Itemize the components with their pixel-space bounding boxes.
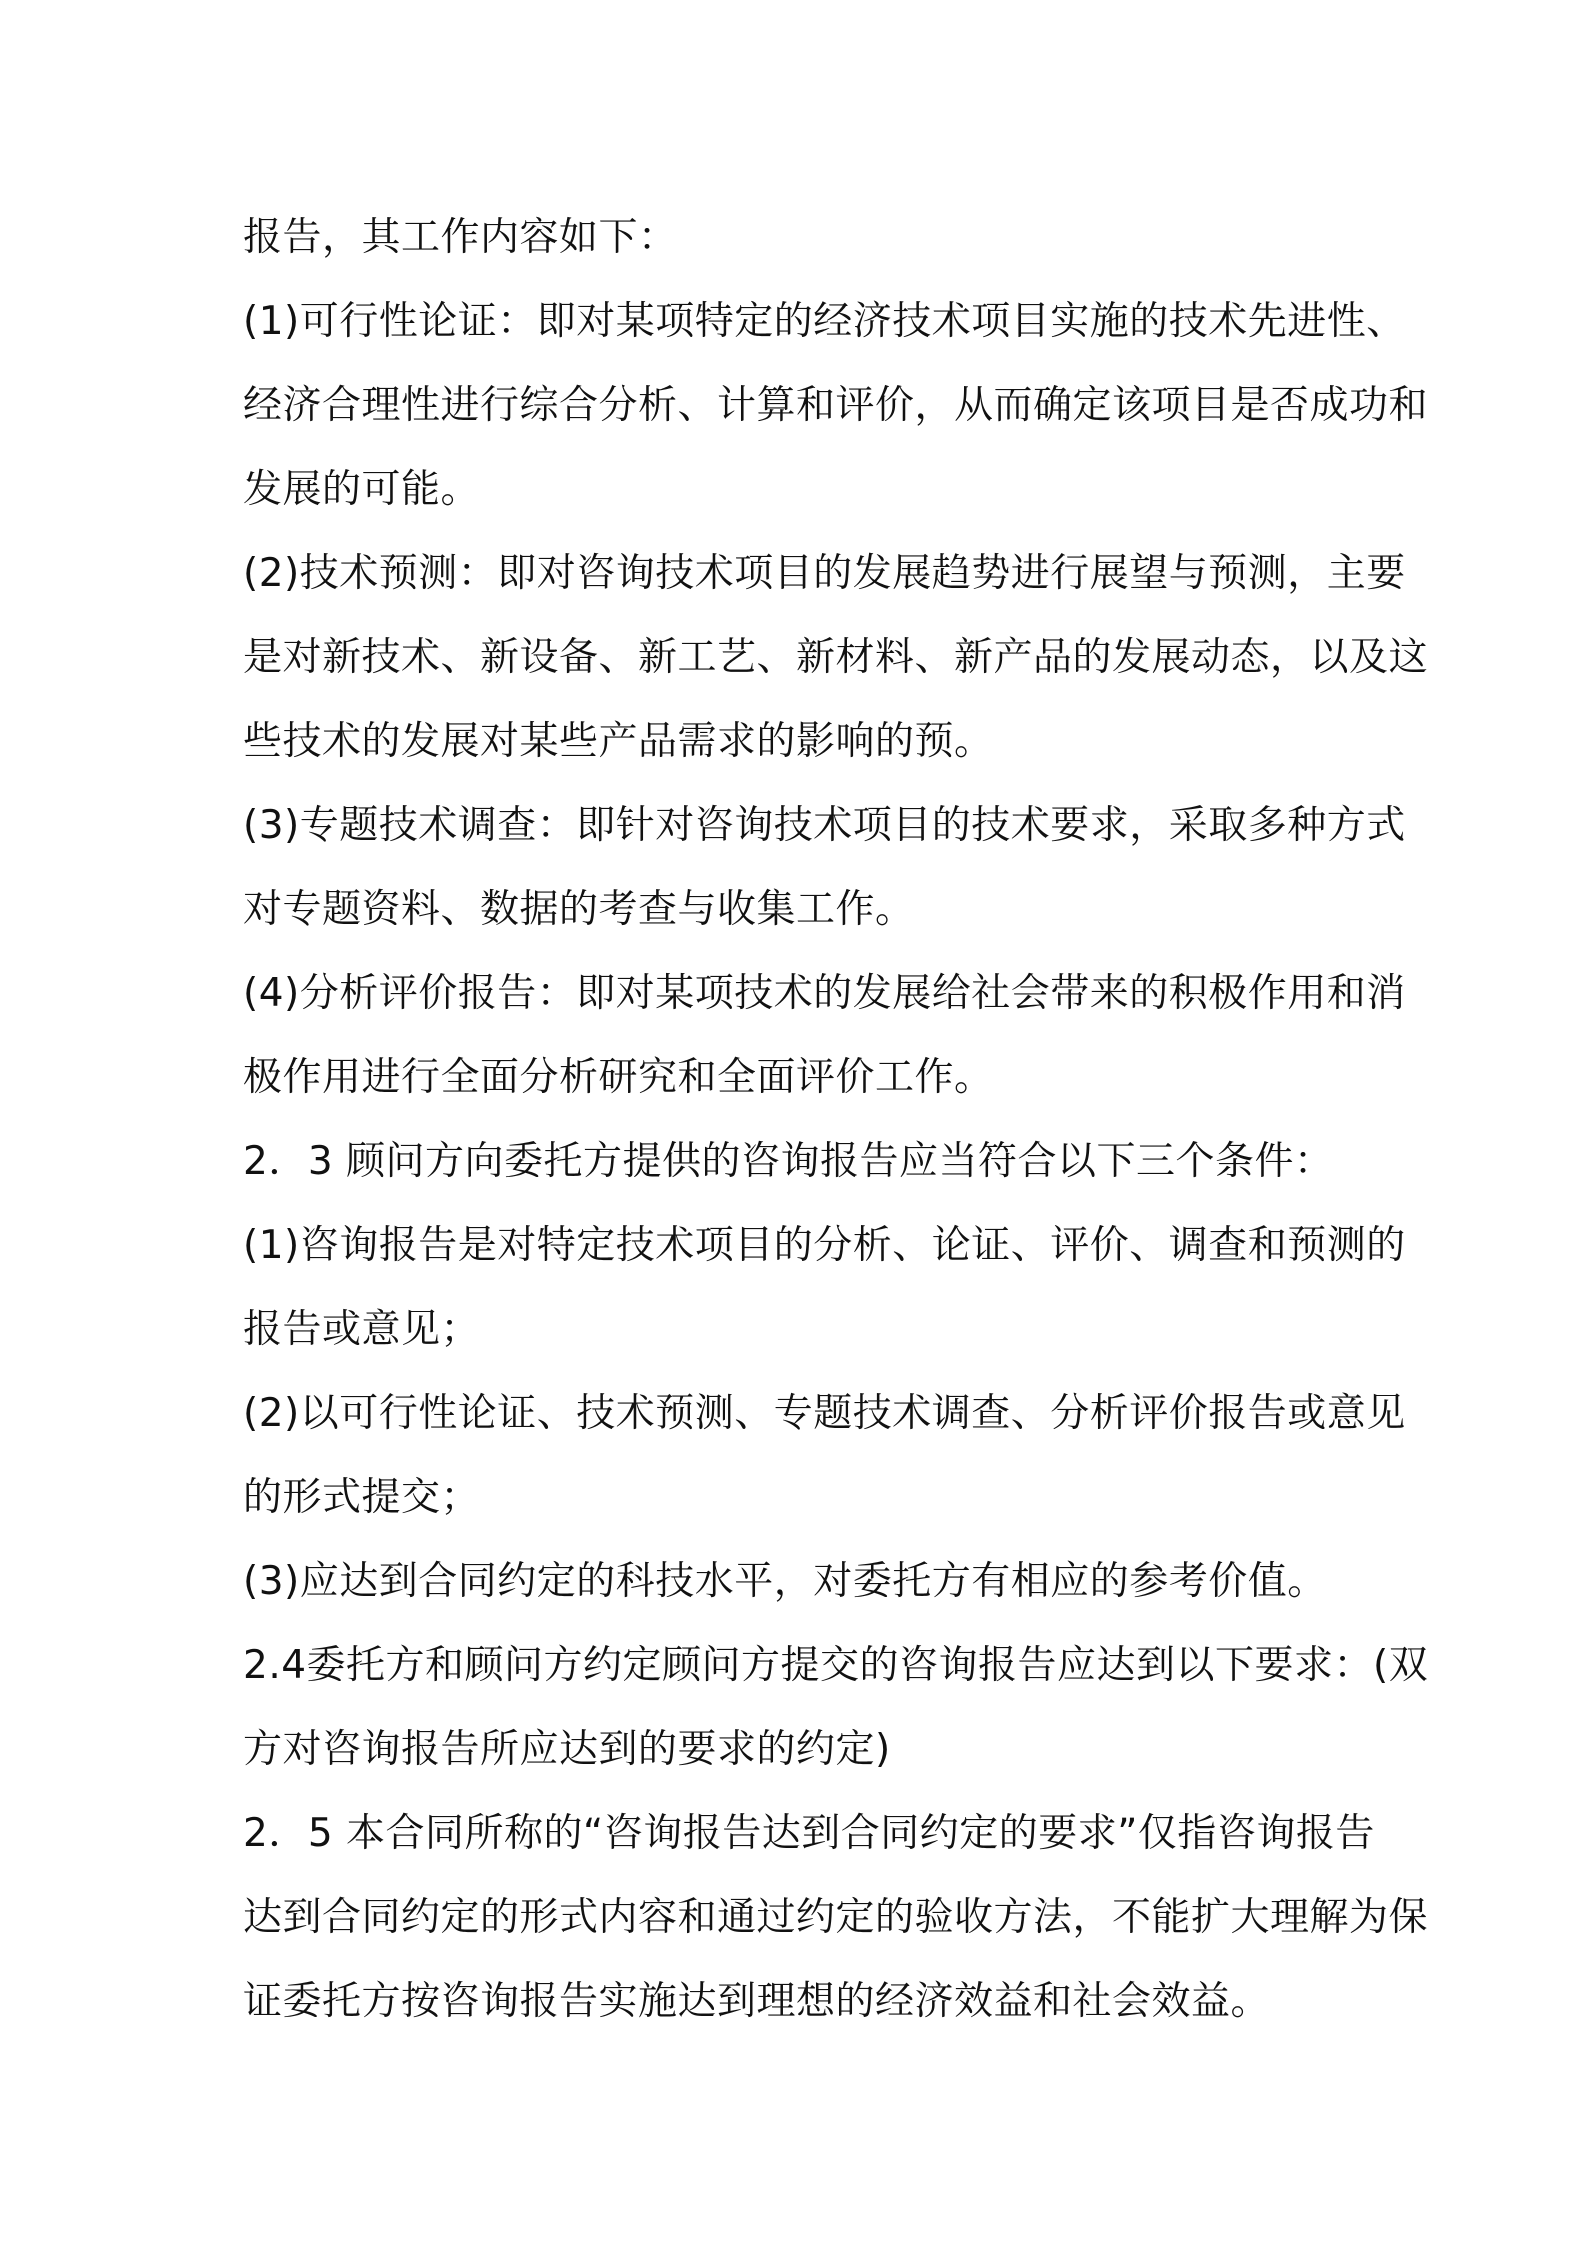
- text-line: 达到合同约定的形式内容和通过约定的验收方法，不能扩大理解为保: [243, 1895, 1429, 1940]
- text-line: (2)技术预测：即对咨询技术项目的发展趋势进行展望与预测，主要: [243, 551, 1406, 596]
- text-line: 2．3 顾问方向委托方提供的咨询报告应当符合以下三个条件：: [243, 1139, 1334, 1184]
- text-line: (3)专题技术调查：即针对咨询技术项目的技术要求，采取多种方式: [243, 803, 1406, 848]
- text-line: (1)咨询报告是对特定技术项目的分析、论证、评价、调查和预测的: [243, 1223, 1406, 1268]
- text-line: 是对新技术、新设备、新工艺、新材料、新产品的发展动态，以及这: [243, 635, 1429, 680]
- text-line: (4)分析评价报告：即对某项技术的发展给社会带来的积极作用和消: [243, 971, 1406, 1016]
- text-line: 报告或意见；: [243, 1307, 481, 1352]
- text-line: 2.4委托方和顾问方约定顾问方提交的咨询报告应达到以下要求：(双: [243, 1643, 1429, 1688]
- document-body: [243, 196, 1429, 2044]
- text-line: 经济合理性进行综合分析、计算和评价，从而确定该项目是否成功和: [243, 383, 1429, 428]
- text-line: 证委托方按咨询报告实施达到理想的经济效益和社会效益。: [243, 1979, 1271, 2024]
- text-line: 报告，其工作内容如下：: [243, 215, 678, 260]
- text-line: 对专题资料、数据的考查与收集工作。: [243, 887, 915, 932]
- text-line: (3)应达到合同约定的科技水平，对委托方有相应的参考价值。: [243, 1559, 1327, 1604]
- text-line: (2)以可行性论证、技术预测、专题技术调查、分析评价报告或意见: [243, 1391, 1406, 1436]
- text-line: 极作用进行全面分析研究和全面评价工作。: [243, 1055, 994, 1100]
- text-line: (1)可行性论证：即对某项特定的经济技术项目实施的技术先进性、: [243, 299, 1406, 344]
- text-line: 些技术的发展对某些产品需求的影响的预。: [243, 719, 994, 764]
- text-line: 方对咨询报告所应达到的要求的约定): [243, 1727, 891, 1772]
- text-line: 的形式提交；: [243, 1475, 481, 1520]
- text-line: 2．5 本合同所称的“咨询报告达到合同约定的要求”仅指咨询报告: [243, 1811, 1375, 1856]
- text-line: 发展的可能。: [243, 467, 481, 512]
